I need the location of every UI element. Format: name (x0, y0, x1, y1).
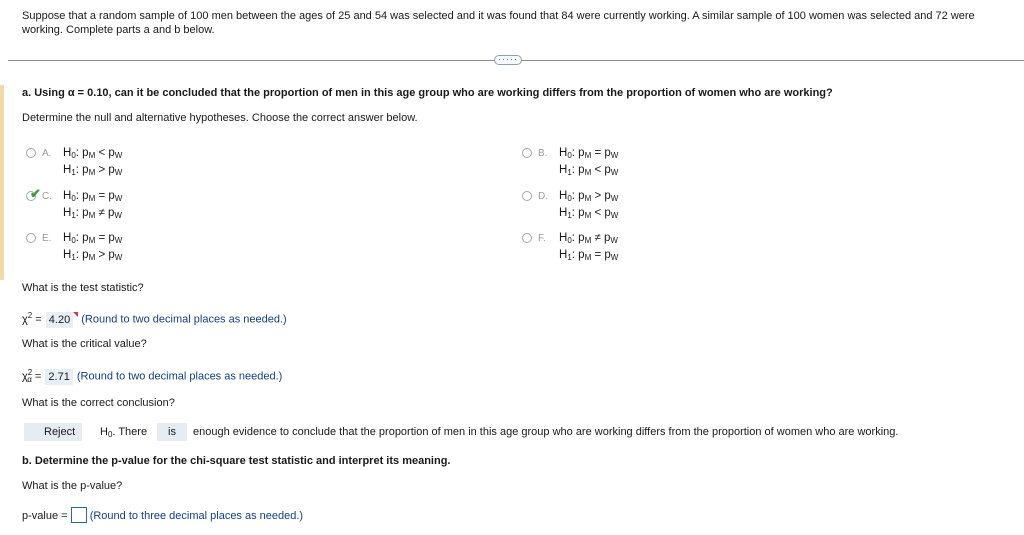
alternative-hypothesis: $H_1$: $p_M \ne p_W$ (63, 207, 122, 220)
alternative-hypothesis: $H_1$: $p_M < p_W$ (559, 207, 619, 220)
option-letter: D. (538, 191, 548, 202)
critical-value-question: What is the critical value? (22, 338, 147, 350)
hypothesis-option-5[interactable] (26, 232, 146, 264)
hypothesis-option-2[interactable] (522, 147, 642, 179)
pvalue-note: (Round to three decimal places as needed.) (89, 510, 304, 522)
test-statistic-question: What is the test statistic? (22, 282, 144, 294)
alpha-subscript: α (27, 374, 32, 384)
part-a-question: a. Using α = 0.10, can it be concluded that the proportion of men in this age group who are working differs from the proportion of women who are working? (22, 87, 833, 99)
hypothesis-option-3[interactable] (26, 186, 146, 222)
null-hypothesis: $H_0$: $p_M = p_W$ (63, 232, 123, 245)
radio-button[interactable] (26, 233, 36, 243)
conclusion-question: What is the correct conclusion? (22, 397, 175, 409)
critical-value-note: (Round to two decimal places as needed.) (76, 370, 283, 383)
pvalue-row (22, 507, 303, 523)
option-letter: E. (42, 233, 52, 244)
checkmark-icon: ✔ (30, 186, 41, 201)
alternative-hypothesis: $H_1$: $p_M > p_W$ (63, 249, 123, 262)
conclusion-dropdown-is[interactable]: is (157, 423, 187, 441)
critical-value-row: $\chi^2_\alpha = 2.71$ (Round to two decimal places as needed.) (22, 368, 283, 384)
radio-button[interactable] (522, 191, 532, 201)
null-hypothesis: $H_0$: $p_M > p_W$ (559, 190, 619, 203)
test-statistic-note: (Round to two decimal places as needed.) (81, 313, 287, 326)
incorrect-marker-icon (73, 312, 78, 317)
option-letter: B. (538, 148, 548, 159)
alternative-hypothesis: $H_1$: $p_M < p_W$ (559, 164, 619, 177)
problem-statement: Suppose that a random sample of 100 men between the ages of 25 and 54 was selected and it was found that 84 were currently working. A similar sample of 100 women was selected and 72 were working. Complete parts a and b below. (22, 10, 975, 36)
null-hypothesis: $H_0$: $p_M < p_W$ (63, 147, 123, 160)
radio-button[interactable] (26, 148, 36, 158)
option-letter: F. (538, 233, 546, 244)
alternative-hypothesis: $H_1$: $p_M = p_W$ (559, 249, 619, 262)
expand-button[interactable]: ····· (494, 55, 522, 65)
null-hypothesis: $H_0$: $p_M = p_W$ (63, 190, 123, 203)
part-b-question: b. Determine the p-value for the chi-square test statistic and interpret its meaning. (22, 455, 451, 467)
conclusion-h0: $H_0$. There (100, 426, 148, 439)
null-hypothesis: $H_0$: $p_M \ne p_W$ (559, 232, 618, 245)
conclusion-text: enough evidence to conclude that the proportion of men in this age group who are working differs from the proportion of women who are working. (193, 426, 899, 438)
chi-symbol: χ (22, 370, 28, 383)
hypothesis-instruction: Determine the null and alternative hypotheses. Choose the correct answer below. (22, 112, 418, 124)
option-letter: A. (42, 148, 52, 159)
hypothesis-option-1[interactable] (26, 147, 146, 179)
critical-value-answer[interactable]: 2.71 (45, 369, 72, 385)
conclusion-dropdown-reject[interactable]: Reject (24, 423, 82, 441)
radio-button[interactable] (522, 233, 532, 243)
pvalue-input[interactable] (71, 507, 87, 523)
left-accent-bar (0, 85, 4, 280)
hypothesis-option-4[interactable] (522, 190, 642, 222)
test-statistic-row: $\chi^2 = 4.20$ (Round to two decimal places as needed.) (22, 311, 287, 326)
test-statistic-answer[interactable]: 4.20 (46, 312, 73, 328)
hypothesis-option-6[interactable] (522, 232, 642, 264)
pvalue-question: What is the p-value? (22, 480, 123, 492)
option-letter: C. (42, 191, 52, 202)
alternative-hypothesis: $H_1$: $p_M > p_W$ (63, 164, 123, 177)
radio-button[interactable] (522, 148, 532, 158)
null-hypothesis: $H_0$: $p_M = p_W$ (559, 147, 619, 160)
pvalue-label: p-value = (22, 510, 68, 522)
chi-symbol: χ (22, 313, 28, 326)
